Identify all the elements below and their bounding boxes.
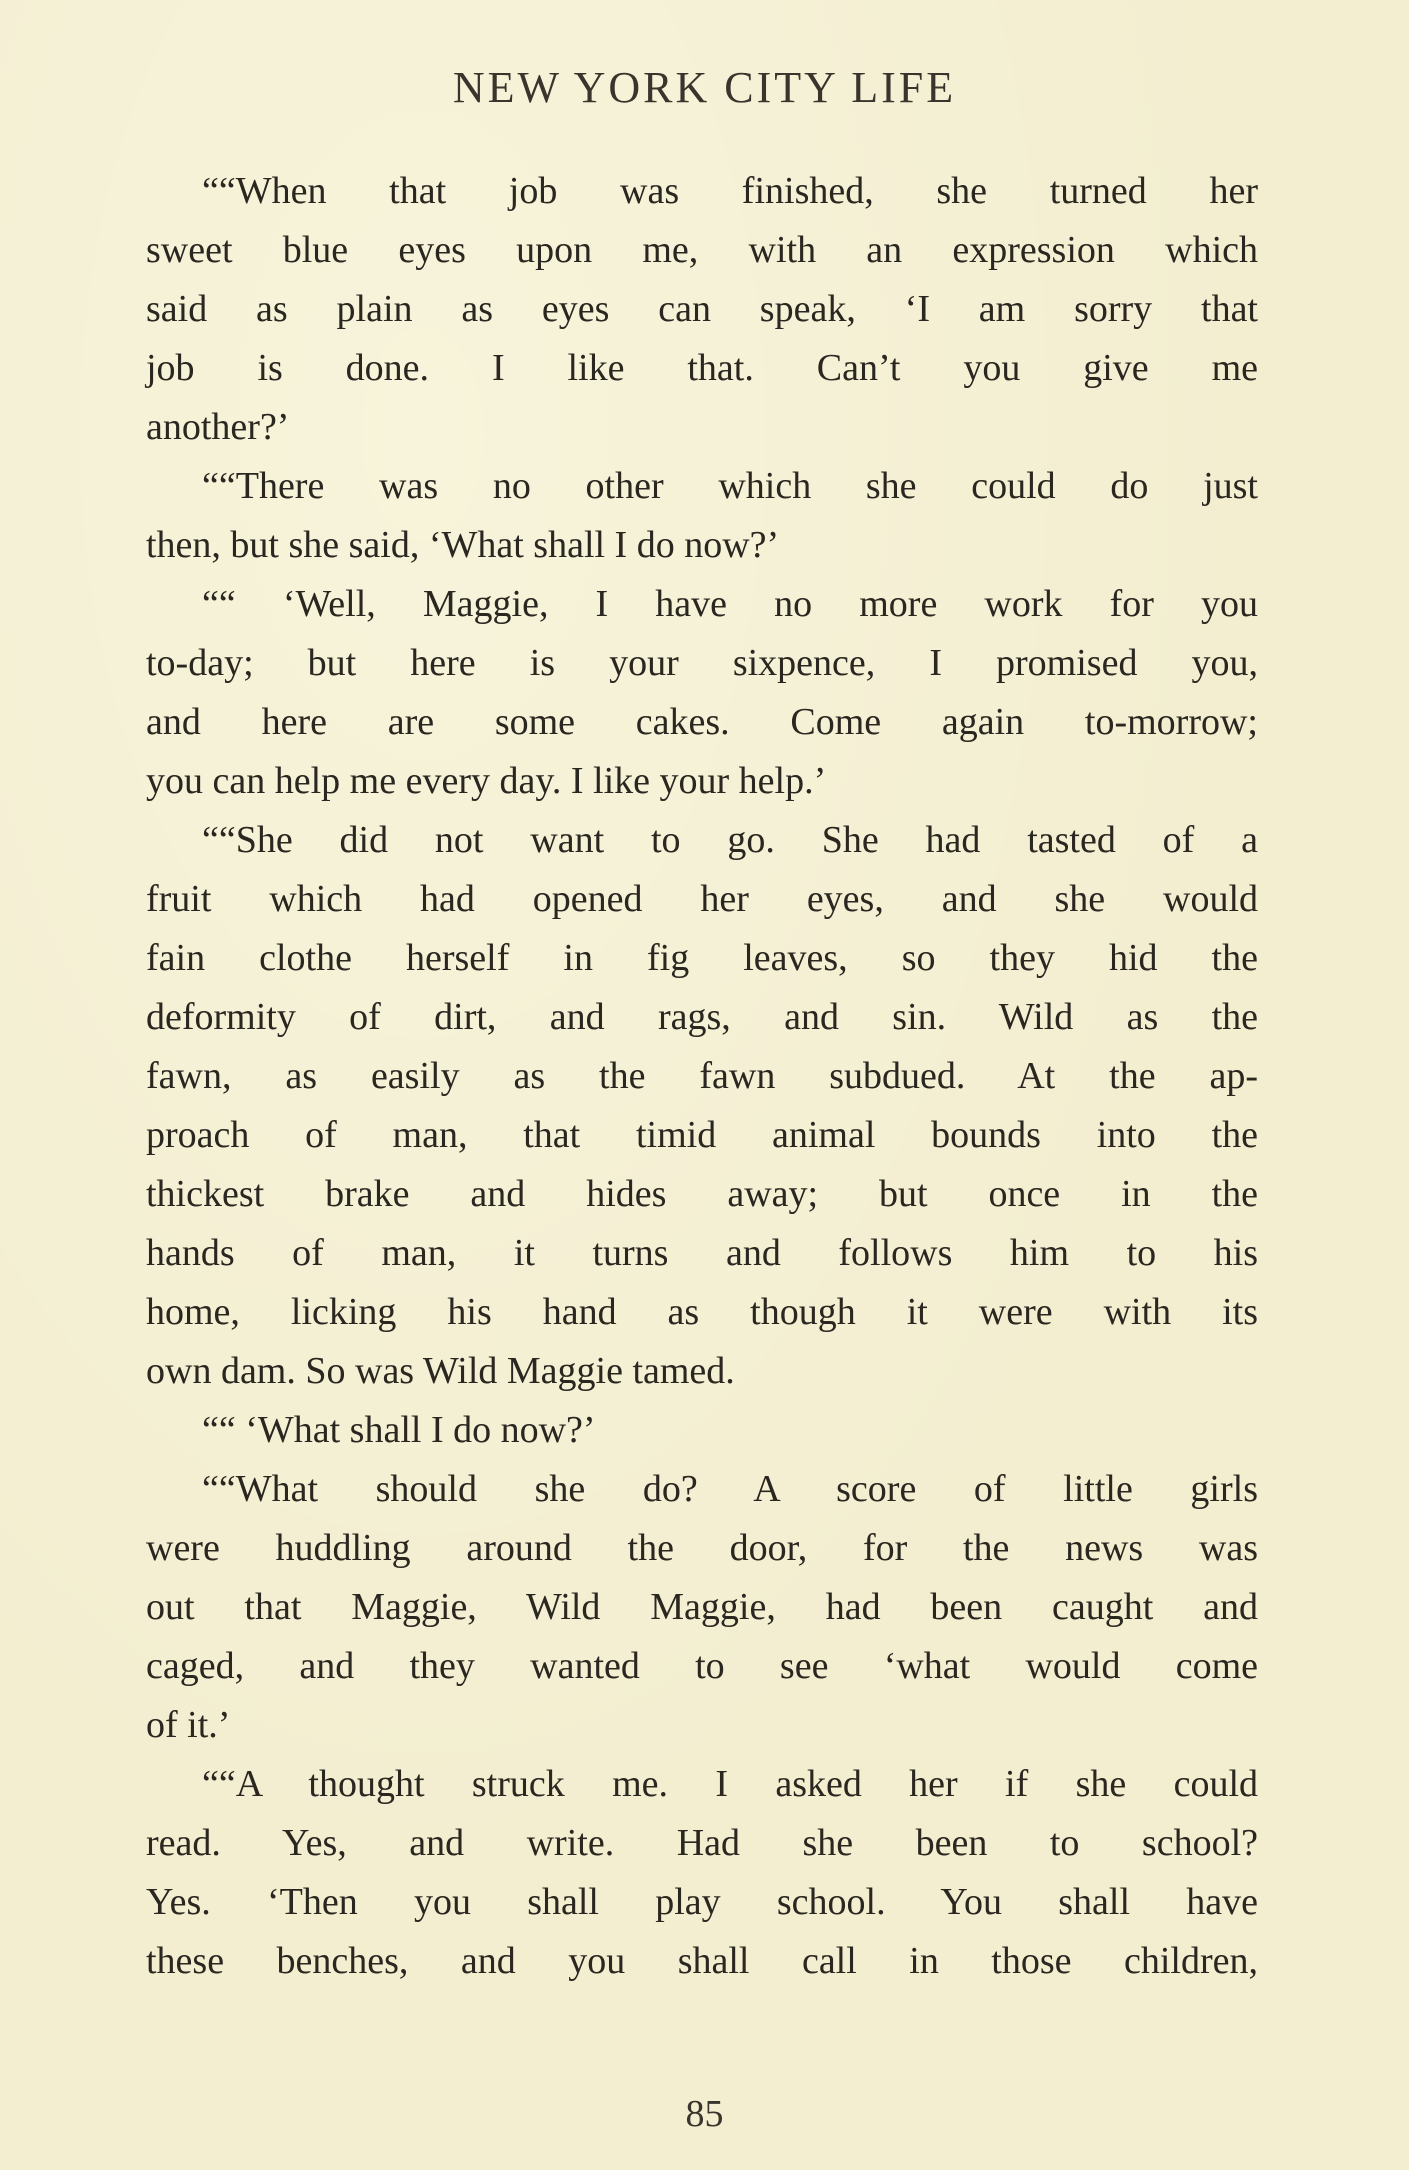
text-line: you can help me every day. I like your help.’ xyxy=(146,760,827,802)
text-line: were huddling around the door, for the news was xyxy=(146,1527,1258,1569)
text-line: thickest brake and hides away; but once in the xyxy=(146,1173,1258,1215)
text-line: ““When that job was finished, she turned her xyxy=(202,170,1258,212)
text-line: deformity of dirt, and rags, and sin. Wild as the xyxy=(146,996,1258,1038)
text-line: to-day; but here is your sixpence, I promised you, xyxy=(146,642,1258,684)
text-line: said as plain as eyes can speak, ‘I am sorry that xyxy=(146,288,1258,330)
text-line: fain clothe herself in fig leaves, so they hid the xyxy=(146,937,1258,979)
text-line: home, licking his hand as though it were with its xyxy=(146,1291,1258,1333)
text-line: ““There was no other which she could do just xyxy=(202,465,1258,507)
text-line: and here are some cakes. Come again to-morrow; xyxy=(146,701,1258,743)
text-line: ““A thought struck me. I asked her if she could xyxy=(202,1763,1258,1805)
text-line: another?’ xyxy=(146,406,290,448)
text-line: fawn, as easily as the fawn subdued. At the ap- xyxy=(146,1055,1258,1097)
text-line: job is done. I like that. Can’t you give me xyxy=(146,347,1258,389)
text-line: these benches, and you shall call in those children, xyxy=(146,1940,1258,1982)
page-number: 85 xyxy=(685,2093,724,2135)
text-line: ““What should she do? A score of little girls xyxy=(202,1468,1258,1510)
text-line: Yes. ‘Then you shall play school. You shall have xyxy=(146,1881,1258,1923)
text-line: caged, and they wanted to see ‘what would come xyxy=(146,1645,1258,1687)
text-line: then, but she said, ‘What shall I do now?’ xyxy=(146,524,780,566)
text-line: ““ ‘Well, Maggie, I have no more work for you xyxy=(202,583,1258,625)
text-line: out that Maggie, Wild Maggie, had been caught and xyxy=(146,1586,1258,1628)
text-line: sweet blue eyes upon me, with an expression which xyxy=(146,229,1258,271)
text-line: read. Yes, and write. Had she been to school? xyxy=(146,1822,1258,1864)
text-line: fruit which had opened her eyes, and she would xyxy=(146,878,1258,920)
text-line: of it.’ xyxy=(146,1704,231,1746)
text-line: ““She did not want to go. She had tasted of a xyxy=(202,819,1258,861)
text-line: hands of man, it turns and follows him to his xyxy=(146,1232,1258,1274)
text-line: ““ ‘What shall I do now?’ xyxy=(202,1409,596,1451)
text-line: own dam. So was Wild Maggie tamed. xyxy=(146,1350,735,1392)
running-head: NEW YORK CITY LIFE xyxy=(452,63,957,112)
body-text xyxy=(146,162,1258,1991)
text-line: proach of man, that timid animal bounds into the xyxy=(146,1114,1258,1156)
